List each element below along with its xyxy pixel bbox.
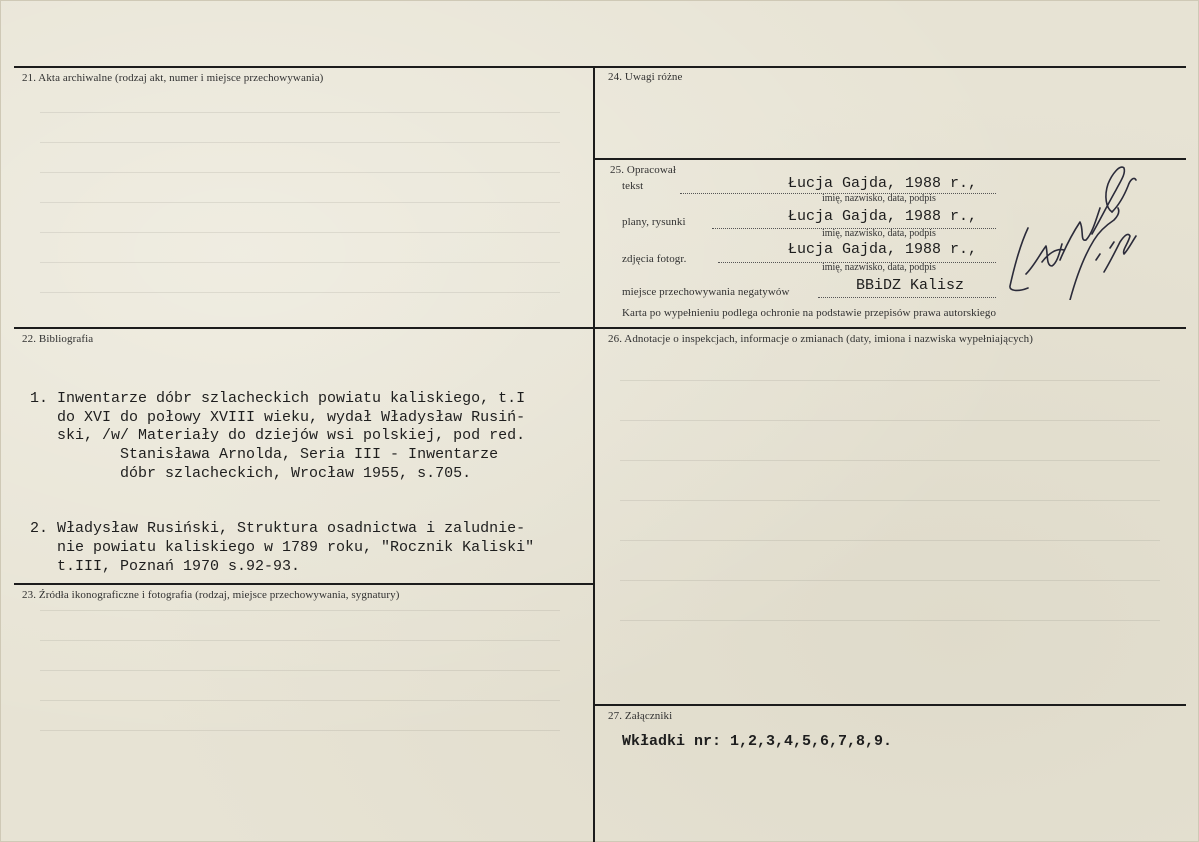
handwritten-signature	[1000, 150, 1150, 300]
field-plany-label: plany, rysunki	[622, 216, 686, 228]
field-zdjecia-hint: imię, nazwisko, data, podpis	[822, 262, 936, 273]
section-24-label: 24. Uwagi różne	[608, 71, 683, 83]
bibliography-entry: 2. Władysław Rusiński, Struktura osadnictwa i zaludnie- nie powiatu kaliskiego w 1789 roku, "Rocznik Kaliski" t.III, Poznań 1970 s.92-93.	[30, 520, 535, 575]
field-zdjecia-label: zdjęcia fotogr.	[622, 253, 687, 265]
center-divider	[593, 66, 595, 842]
copyright-note: Karta po wypełnieniu podlega ochronie na podstawie przepisów prawa autorskiego	[622, 307, 997, 319]
bibliography-list	[30, 353, 534, 595]
field-plany-hint: imię, nazwisko, data, podpis	[822, 228, 936, 239]
section-25-label: 25. Opracował	[610, 164, 677, 176]
bibliography-entry: 1. Inwentarze dóbr szlacheckich powiatu kaliskiego, t.I do XVI do połowy XVIII wieku, wydał Władysław Rusiń- ski, /w/ Materiały do dziejów wsi polskiej, pod red. Stanisława Arnolda, Seria III - Inwentarze dóbr szlacheckich, Wrocław 1955, s.705.	[30, 390, 526, 482]
field-tekst-hint: imię, nazwisko, data, podpis	[822, 193, 936, 204]
negatives-dots	[818, 297, 996, 298]
section-21-label: 21. Akta archiwalne (rodzaj akt, numer i miejsce przechowywania)	[22, 72, 324, 84]
field-tekst-label: tekst	[622, 180, 644, 192]
field-zdjecia-value: Łucja Gajda, 1988 r.,	[788, 241, 978, 258]
field-plany-value: Łucja Gajda, 1988 r.,	[788, 208, 978, 225]
attachments-value: Wkładki nr: 1,2,3,4,5,6,7,8,9.	[622, 733, 893, 750]
negatives-label: miejsce przechowywania negatywów	[622, 286, 790, 298]
section-27-label: 27. Załączniki	[608, 710, 673, 722]
section-26-label: 26. Adnotacje o inspekcjach, informacje o zmianach (daty, imiona i nazwiska wypełniających)	[608, 333, 1034, 345]
section-23-label: 23. Źródła ikonograficzne i fotografia (rodzaj, miejsce przechowywania, sygnatury)	[22, 589, 400, 601]
top-rule	[14, 66, 1186, 68]
section-22-label: 22. Bibliografia	[22, 333, 94, 345]
negatives-value: BBiDZ Kalisz	[856, 277, 965, 294]
field-tekst-value: Łucja Gajda, 1988 r.,	[788, 175, 978, 192]
rule-under-26	[595, 704, 1186, 706]
rule-under-21	[14, 327, 1186, 329]
